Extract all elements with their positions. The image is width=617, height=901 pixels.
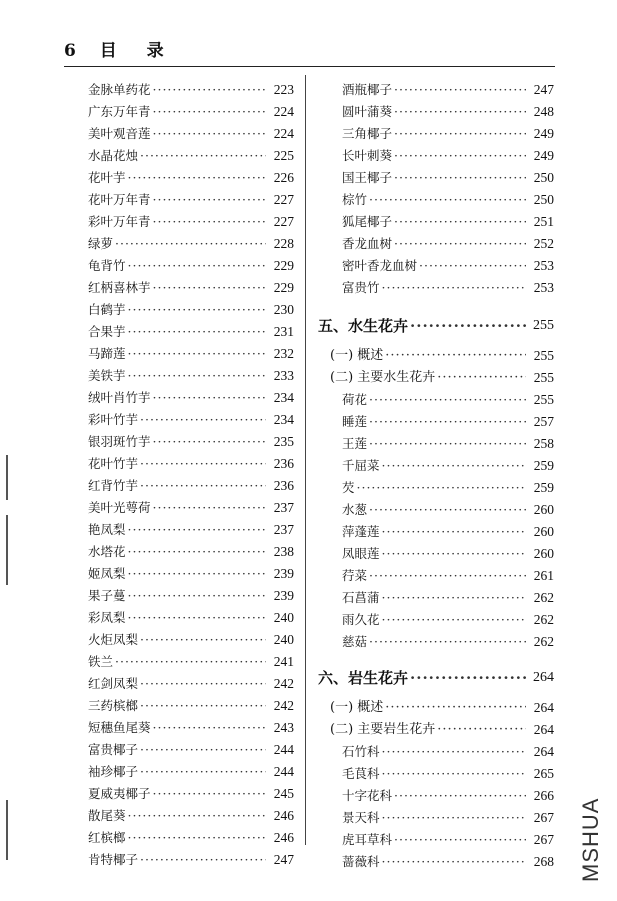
- toc-subsection: (二) 主要岩生花卉 ····· 264: [318, 719, 554, 741]
- toc-entry-title: 白鹤芋: [88, 302, 126, 317]
- toc-entry-title: 美铁芋: [88, 368, 126, 383]
- toc-entry-title: 蔷薇科: [342, 854, 380, 869]
- toc-entry-page: 249: [533, 126, 554, 141]
- toc-entry: [318, 433, 554, 455]
- toc-entry-page: 224: [273, 126, 294, 141]
- toc-entry-title: 广东万年青: [88, 104, 151, 119]
- toc-entry: [88, 607, 294, 629]
- toc-entry: [88, 563, 294, 585]
- toc-entry-page: 235: [273, 434, 294, 449]
- toc-entry-page: 229: [273, 280, 294, 295]
- toc-entry: [318, 587, 554, 609]
- toc-entry-page: 262: [533, 590, 554, 605]
- toc-entry-title: 三药槟榔: [88, 698, 139, 713]
- toc-entry: [88, 431, 294, 453]
- dot-leader: [115, 233, 266, 255]
- dot-leader: [153, 431, 266, 453]
- page-title: 目 录: [99, 41, 176, 61]
- toc-entry-title: 合果芋: [88, 324, 126, 339]
- toc-entry-title: 圆叶蒲葵: [342, 104, 393, 119]
- toc-entry-page: 240: [273, 632, 294, 647]
- toc-entry: [88, 717, 294, 739]
- toc-entry-title: 红槟榔: [88, 830, 126, 845]
- toc-entry-page: 237: [273, 500, 294, 515]
- toc-entry-page: 248: [533, 104, 554, 119]
- toc-entry: [88, 299, 294, 321]
- toc-entry-title: 水葱: [342, 502, 368, 517]
- toc-entry-title: 绿萝: [88, 236, 114, 251]
- toc-entry: [88, 189, 294, 211]
- toc-entry: [318, 785, 554, 807]
- toc-right-column: [318, 79, 554, 873]
- dot-leader: [140, 145, 266, 167]
- dot-leader: [382, 763, 526, 785]
- toc-entry-page: 234: [273, 390, 294, 405]
- dot-leader: [369, 499, 526, 521]
- toc-entry-page: 240: [273, 610, 294, 625]
- toc-entry-page: 236: [273, 456, 294, 471]
- toc-entry-title: 千屈菜: [342, 458, 380, 473]
- dot-leader: [382, 741, 526, 763]
- toc-entry: [88, 651, 294, 673]
- toc-entry-page: 243: [273, 720, 294, 735]
- toc-entry-page: 231: [273, 324, 294, 339]
- toc-entry: [318, 145, 554, 167]
- toc-entry-page: 225: [273, 148, 294, 163]
- toc-entry-page: 245: [273, 786, 294, 801]
- toc-entry-title: 金脉单药花: [88, 82, 151, 97]
- toc-entry-title: 酒瓶椰子: [342, 82, 393, 97]
- dot-leader: [382, 807, 526, 829]
- toc-entry-title: 花叶竹芋: [88, 456, 139, 471]
- toc-entry-page: 238: [273, 544, 294, 559]
- dot-leader: [140, 695, 266, 717]
- toc-entry: [318, 455, 554, 477]
- toc-entry-page: 258: [533, 436, 554, 451]
- toc-entry-page: 246: [273, 830, 294, 845]
- toc-entry-page: 229: [273, 258, 294, 273]
- toc-entry: [318, 521, 554, 543]
- header-rule: [64, 66, 555, 67]
- toc-entry-page: 232: [273, 346, 294, 361]
- toc-entry-title: 彩叶竹芋: [88, 412, 139, 427]
- dot-leader: [128, 167, 266, 189]
- toc-entry-page: 253: [533, 280, 554, 295]
- toc-entry: [318, 123, 554, 145]
- toc-entry-page: 260: [533, 502, 554, 517]
- toc-entry-page: 261: [533, 568, 554, 583]
- toc-entry: [88, 321, 294, 343]
- toc-entry: [88, 497, 294, 519]
- toc-entry-title: 龟背竹: [88, 258, 126, 273]
- toc-entry-title: 富贵竹: [342, 280, 380, 295]
- toc-entry: [88, 365, 294, 387]
- toc-entry: [88, 739, 294, 761]
- toc-entry: [88, 277, 294, 299]
- dot-leader: [382, 455, 526, 477]
- toc-entry: [318, 807, 554, 829]
- toc-entry: [318, 477, 554, 499]
- toc-subsection: (二) 主要水生花卉 ····· 255: [318, 367, 554, 389]
- toc-entry: [88, 123, 294, 145]
- dot-leader: [128, 343, 266, 365]
- toc-entry-page: 250: [533, 170, 554, 185]
- toc-entry-title: 石菖蒲: [342, 590, 380, 605]
- toc-entry-page: 230: [273, 302, 294, 317]
- toc-entry-page: 239: [273, 566, 294, 581]
- toc-entry-page: 267: [533, 832, 554, 847]
- toc-entry-title: 富贵椰子: [88, 742, 139, 757]
- toc-entry: [88, 541, 294, 563]
- toc-section-heading: 六、岩生花卉 ····· 264: [318, 663, 554, 693]
- toc-entry-page: 260: [533, 546, 554, 561]
- dot-leader: [140, 409, 266, 431]
- dot-leader: [128, 365, 266, 387]
- toc-entry-title: 花叶芋: [88, 170, 126, 185]
- toc-entry-title: 美叶光萼荷: [88, 500, 151, 515]
- toc-entry: [318, 189, 554, 211]
- dot-leader: [140, 629, 266, 651]
- toc-entry-page: 247: [273, 852, 294, 867]
- dot-leader: [153, 497, 266, 519]
- toc-entry-title: 彩叶万年青: [88, 214, 151, 229]
- svg-text:MSHUA: MSHUA: [578, 797, 603, 882]
- toc-entry: [318, 233, 554, 255]
- toc-entry: [88, 783, 294, 805]
- toc-entry: [318, 101, 554, 123]
- toc-entry: [318, 167, 554, 189]
- toc-entry-title: 花叶万年青: [88, 192, 151, 207]
- toc-entry: [88, 805, 294, 827]
- toc-entry-title: 果子蔓: [88, 588, 126, 603]
- toc-entry-page: 255: [533, 392, 554, 407]
- toc-entry-page: 265: [533, 766, 554, 781]
- dot-leader: [419, 255, 526, 277]
- dot-leader: [369, 565, 526, 587]
- toc-entry-page: 252: [533, 236, 554, 251]
- page-header: [64, 36, 176, 61]
- toc-entry-title: 慈菇: [342, 634, 368, 649]
- toc-entry: [318, 631, 554, 653]
- dot-leader: [394, 211, 526, 233]
- scan-edge-mark: [6, 455, 8, 500]
- toc-entry-title: 王莲: [342, 436, 368, 451]
- toc-entry: [88, 409, 294, 431]
- toc-entry-title: 铁兰: [88, 654, 114, 669]
- toc-entry: [88, 343, 294, 365]
- toc-entry: [88, 211, 294, 233]
- toc-entry: [318, 851, 554, 873]
- dot-leader: [369, 411, 526, 433]
- toc-entry-page: 242: [273, 698, 294, 713]
- scan-edge-mark: [6, 515, 8, 585]
- dot-leader: [153, 123, 266, 145]
- dot-leader: [128, 585, 266, 607]
- dot-leader: [382, 851, 526, 873]
- toc-entry: [88, 387, 294, 409]
- toc-entry: [318, 763, 554, 785]
- toc-entry-title: 睡莲: [342, 414, 368, 429]
- toc-entry-title: 水晶花烛: [88, 148, 139, 163]
- toc-entry: [88, 167, 294, 189]
- toc-entry-page: 262: [533, 612, 554, 627]
- toc-entry-title: 长叶刺葵: [342, 148, 393, 163]
- toc-entry: [318, 543, 554, 565]
- toc-entry-page: 227: [273, 214, 294, 229]
- dot-leader: [140, 453, 266, 475]
- dot-leader: [140, 739, 266, 761]
- toc-entry-title: 夏威夷椰子: [88, 786, 151, 801]
- toc-entry-title: 姬凤梨: [88, 566, 126, 581]
- dot-leader: [128, 255, 266, 277]
- toc-entry: [318, 499, 554, 521]
- toc-entry-page: 241: [273, 654, 294, 669]
- dot-leader: [140, 475, 266, 497]
- toc-entry: [88, 849, 294, 871]
- toc-entry-title: 袖珍椰子: [88, 764, 139, 779]
- toc-entry: [88, 629, 294, 651]
- dot-leader: [115, 651, 266, 673]
- toc-entry: [318, 741, 554, 763]
- toc-entry-page: 237: [273, 522, 294, 537]
- toc-entry-page: 260: [533, 524, 554, 539]
- dot-leader: [394, 233, 526, 255]
- toc-entry: [88, 101, 294, 123]
- toc-entry-title: 火炬凤梨: [88, 632, 139, 647]
- toc-entry-page: 259: [533, 480, 554, 495]
- dot-leader: [153, 211, 266, 233]
- toc-entry-title: 红剑凤梨: [88, 676, 139, 691]
- watermark: [578, 786, 604, 886]
- toc-entry-page: 247: [533, 82, 554, 97]
- toc-entry-page: 244: [273, 742, 294, 757]
- toc-entry-title: 虎耳草科: [342, 832, 393, 847]
- toc-entry-title: 水塔花: [88, 544, 126, 559]
- dot-leader: [369, 433, 526, 455]
- toc-entry-page: 267: [533, 810, 554, 825]
- toc-entry-title: 红背竹芋: [88, 478, 139, 493]
- dot-leader: [382, 543, 526, 565]
- dot-leader: [128, 541, 266, 563]
- dot-leader: [394, 101, 526, 123]
- toc-entry-title: 短穗鱼尾葵: [88, 720, 151, 735]
- dot-leader: [394, 79, 526, 101]
- toc-subsection: (一) 概述 ····· 255: [318, 345, 554, 367]
- toc-entry-title: 景天科: [342, 810, 380, 825]
- dot-leader: [357, 477, 526, 499]
- toc-entry-page: 239: [273, 588, 294, 603]
- toc-entry-page: 227: [273, 192, 294, 207]
- toc-entry: [88, 761, 294, 783]
- dot-leader: [369, 389, 526, 411]
- dot-leader: [153, 101, 266, 123]
- toc-entry-title: 凤眼莲: [342, 546, 380, 561]
- dot-leader: [128, 607, 266, 629]
- dot-leader: [153, 783, 266, 805]
- dot-leader: [153, 189, 266, 211]
- dot-leader: [394, 123, 526, 145]
- toc-entry-title: 国王椰子: [342, 170, 393, 185]
- toc-entry: [318, 79, 554, 101]
- toc-entry-page: 250: [533, 192, 554, 207]
- toc-left-column: [88, 79, 294, 871]
- toc-entry: [88, 519, 294, 541]
- toc-entry-page: 236: [273, 478, 294, 493]
- toc-entry-title: 雨久花: [342, 612, 380, 627]
- toc-entry-page: 233: [273, 368, 294, 383]
- toc-entry-title: 棕竹: [342, 192, 368, 207]
- toc-entry: [318, 411, 554, 433]
- toc-entry-title: 狐尾椰子: [342, 214, 393, 229]
- dot-leader: [382, 277, 526, 299]
- toc-entry-title: 马蹄莲: [88, 346, 126, 361]
- toc-entry-page: 266: [533, 788, 554, 803]
- toc-entry-page: 259: [533, 458, 554, 473]
- toc-entry: [88, 233, 294, 255]
- toc-entry: [318, 565, 554, 587]
- toc-entry-page: 268: [533, 854, 554, 869]
- dot-leader: [382, 521, 526, 543]
- toc-entry: [88, 145, 294, 167]
- toc-entry-title: 彩凤梨: [88, 610, 126, 625]
- dot-leader: [369, 189, 526, 211]
- toc-entry-title: 芡: [342, 480, 355, 495]
- toc-entry: [88, 585, 294, 607]
- dot-leader: [128, 563, 266, 585]
- toc-entry-page: 262: [533, 634, 554, 649]
- dot-leader: [382, 609, 526, 631]
- toc-entry: [318, 609, 554, 631]
- toc-entry-title: 三角椰子: [342, 126, 393, 141]
- toc-entry: [88, 475, 294, 497]
- toc-entry-page: 224: [273, 104, 294, 119]
- toc-entry-title: 毛茛科: [342, 766, 380, 781]
- toc-entry: [318, 255, 554, 277]
- toc-entry-page: 249: [533, 148, 554, 163]
- page-number: 6: [64, 41, 78, 61]
- toc-entry-title: 肯特椰子: [88, 852, 139, 867]
- toc-entry-title: 荷花: [342, 392, 368, 407]
- toc-entry-page: 246: [273, 808, 294, 823]
- toc-entry-page: 257: [533, 414, 554, 429]
- toc-entry-title: 萍蓬莲: [342, 524, 380, 539]
- toc-entry: [318, 211, 554, 233]
- toc-entry-page: 234: [273, 412, 294, 427]
- toc-entry-title: 红柄喜林芋: [88, 280, 151, 295]
- dot-leader: [369, 631, 526, 653]
- toc-entry-page: 244: [273, 764, 294, 779]
- toc-section-heading: 五、水生花卉 ····· 255: [318, 311, 554, 341]
- toc-entry-title: 艳凤梨: [88, 522, 126, 537]
- toc-entry-title: 香龙血树: [342, 236, 393, 251]
- toc-entry-title: 散尾葵: [88, 808, 126, 823]
- toc-entry-page: 264: [533, 744, 554, 759]
- dot-leader: [153, 387, 266, 409]
- toc-entry-title: 石竹科: [342, 744, 380, 759]
- toc-subsection: (一) 概述 ····· 264: [318, 697, 554, 719]
- toc-entry-title: 荇菜: [342, 568, 368, 583]
- toc-entry: [88, 79, 294, 101]
- dot-leader: [128, 299, 266, 321]
- dot-leader: [394, 145, 526, 167]
- dot-leader: [128, 321, 266, 343]
- dot-leader: [382, 587, 526, 609]
- toc-entry: [88, 255, 294, 277]
- dot-leader: [394, 785, 526, 807]
- toc-entry-title: 十字花科: [342, 788, 393, 803]
- toc-entry: [88, 695, 294, 717]
- toc-entry-page: 242: [273, 676, 294, 691]
- dot-leader: [128, 827, 266, 849]
- scan-edge-mark: [6, 800, 8, 860]
- toc-entry-page: 228: [273, 236, 294, 251]
- toc-entry-page: 226: [273, 170, 294, 185]
- toc-entry-title: 银羽斑竹芋: [88, 434, 151, 449]
- dot-leader: [140, 673, 266, 695]
- dot-leader: [394, 829, 526, 851]
- dot-leader: [128, 519, 266, 541]
- toc-entry-title: 绒叶肖竹芋: [88, 390, 151, 405]
- toc-entry: [318, 277, 554, 299]
- toc-entry: [88, 673, 294, 695]
- toc-entry-title: 密叶香龙血树: [342, 258, 418, 273]
- dot-leader: [153, 79, 266, 101]
- toc-entry-page: 251: [533, 214, 554, 229]
- dot-leader: [394, 167, 526, 189]
- column-divider: [305, 75, 306, 845]
- toc-entry-page: 253: [533, 258, 554, 273]
- toc-entry: [88, 827, 294, 849]
- toc-entry: [318, 389, 554, 411]
- dot-leader: [153, 717, 266, 739]
- toc-entry-title: 美叶观音莲: [88, 126, 151, 141]
- toc-entry: [318, 829, 554, 851]
- toc-entry-page: 223: [273, 82, 294, 97]
- dot-leader: [153, 277, 266, 299]
- dot-leader: [140, 849, 266, 871]
- toc-entry: [88, 453, 294, 475]
- dot-leader: [140, 761, 266, 783]
- dot-leader: [128, 805, 266, 827]
